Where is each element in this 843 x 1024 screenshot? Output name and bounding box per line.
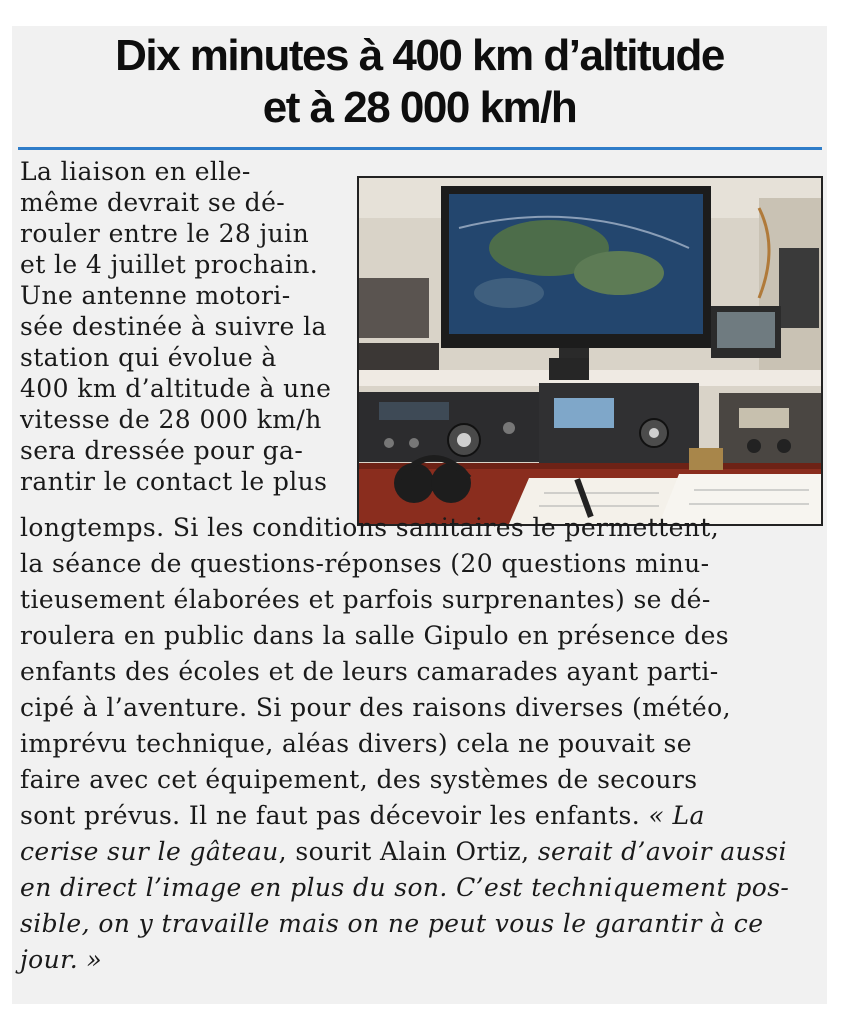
text-line: roulera en public dans la salle Gipulo en présence des <box>20 621 730 650</box>
text-line: et le 4 juillet prochain. <box>20 250 319 279</box>
quote-text: serait d’avoir aussi <box>529 837 787 866</box>
quote-open: « La <box>648 801 705 830</box>
text-line: même devrait se dé- <box>20 188 286 217</box>
text-line: sée destinée à suivre la <box>20 312 327 341</box>
text-line: 400 km d’altitude à une <box>20 374 332 403</box>
text-line: tieusement élaborées et parfois surprenantes) se dé- <box>20 585 711 614</box>
text-line <box>20 800 705 831</box>
text-line: la séance de questions-réponses (20 questions minu- <box>20 549 710 578</box>
text-line: enfants des écoles et de leurs camarades ayant parti- <box>20 657 719 686</box>
headline-line-1: Dix minutes à 400 km d’altitude <box>115 31 724 80</box>
text-line: station qui évolue à <box>20 343 277 372</box>
article-headline <box>12 30 827 134</box>
text-line: cipé à l’aventure. Si pour des raisons diverses (météo, <box>20 693 731 722</box>
text-line: faire avec cet équipement, des systèmes de secours <box>20 765 698 794</box>
text-line: imprévu technique, aléas divers) cela ne pouvait se <box>20 729 692 758</box>
text-line: rouler entre le 28 juin <box>20 219 310 248</box>
quote-line: sible, on y travaille mais on ne peut vous le garantir à ce <box>20 909 764 938</box>
text-line: Une antenne motori- <box>20 281 291 310</box>
text-line: rantir le contact le plus <box>20 467 328 496</box>
quote-line: jour. » <box>20 945 103 974</box>
text-line: La liaison en elle- <box>20 157 251 186</box>
text-line: sera dressée pour ga- <box>20 436 304 465</box>
text-line: vitesse de 28 000 km/h <box>20 405 322 434</box>
headline-line-2: et à 28 000 km/h <box>262 83 577 132</box>
text-line: longtemps. Si les conditions sanitaires le permettent, <box>20 513 720 542</box>
text-segment: sont prévus. Il ne faut pas décevoir les enfants. <box>20 801 649 830</box>
headline-divider <box>18 147 822 150</box>
radio-station-icon <box>359 178 821 524</box>
text-line <box>20 836 787 867</box>
article-photo <box>357 176 823 526</box>
quote-line: en direct l’image en plus du son. C’est techniquement pos- <box>20 873 790 902</box>
quote-text: cerise sur le gâteau <box>20 837 279 866</box>
quote-attribution: , sourit Alain Ortiz, <box>278 837 530 866</box>
